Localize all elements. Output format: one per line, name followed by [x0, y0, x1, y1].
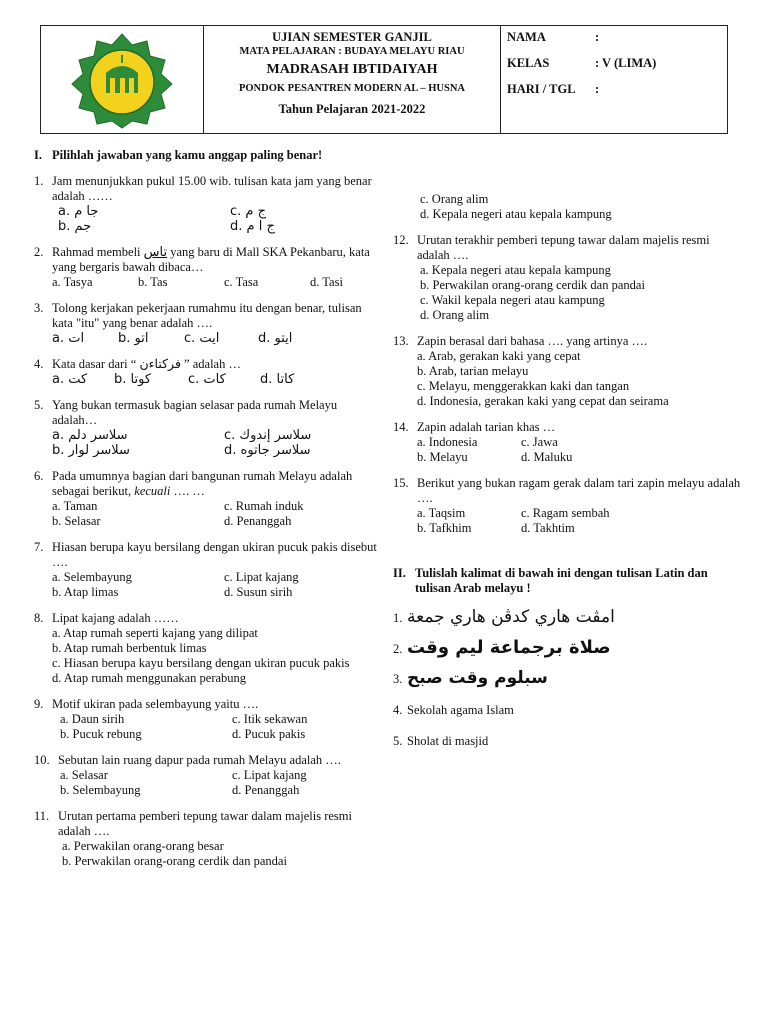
- option: d. Penanggah: [224, 514, 292, 528]
- option: d. Takhtim: [521, 521, 575, 535]
- question-11: [34, 809, 384, 869]
- option: b. Pucuk rebung: [60, 727, 142, 741]
- exam-header: [40, 25, 728, 134]
- question-stem: Berikut yang bukan ragam gerak dalam tari zapin melayu adalah ….: [417, 476, 741, 505]
- option: a. Kepala negeri atau kepala kampung: [420, 263, 611, 277]
- logo-cell: [41, 26, 204, 133]
- option: c. Tasa: [224, 275, 259, 289]
- question-number: 6.: [34, 469, 44, 483]
- left-column: [34, 148, 384, 880]
- question-7: [34, 540, 384, 600]
- question-stem: Kata dasar dari “ فركتاءن ” adalah …: [52, 357, 241, 371]
- option: d. Indonesia, gerakan kaki yang cepat dan seirama: [417, 394, 669, 408]
- essay-item-5: [393, 734, 743, 749]
- question-15: [393, 476, 743, 536]
- question-stem: Sebutan lain ruang dapur pada rumah Melayu adalah ….: [58, 753, 341, 767]
- option: c. Itik sekawan: [232, 712, 308, 726]
- section-1-title: Pilihlah jawaban yang kamu anggap paling benar!: [52, 148, 323, 162]
- question-5: [34, 398, 384, 458]
- question-stem: Zapin berasal dari bahasa …. yang artinya ….: [417, 334, 648, 348]
- question-stem: Urutan pertama pemberi tepung tawar dalam majelis resmi adalah ….: [58, 809, 352, 838]
- question-10: [34, 753, 384, 798]
- date-value: :: [595, 82, 600, 96]
- option: d. سلاسر جاتوه: [224, 443, 311, 458]
- option: b. Atap rumah berbentuk limas: [52, 641, 207, 655]
- essay-arabic-text: صلاة برجماعة ليم وقت: [407, 637, 611, 658]
- option: a. جا م: [58, 204, 99, 219]
- option: a. Daun sirih: [60, 712, 125, 726]
- question-12: [393, 233, 743, 323]
- question-1: [34, 174, 384, 234]
- option: b. Tas: [138, 275, 168, 289]
- date-label: HARI / TGL: [507, 82, 576, 96]
- option: d. ايتو: [258, 331, 293, 346]
- essay-number: 1.: [393, 611, 403, 625]
- academic-year: Tahun Pelajaran 2021-2022: [278, 102, 426, 116]
- question-number: 10.: [34, 753, 50, 767]
- section-2-number: II.: [393, 566, 406, 580]
- option: b. كوتا: [114, 372, 152, 387]
- right-column: [393, 192, 743, 760]
- essay-arabic-text: سبلوم وقت صبح: [407, 668, 548, 688]
- section-2-heading: [393, 566, 743, 596]
- question-number: 4.: [34, 357, 44, 371]
- student-id-cell: [501, 26, 727, 133]
- essay-item-1: [393, 607, 743, 627]
- option: c. ج م: [230, 204, 266, 219]
- option: b. جم: [58, 219, 92, 234]
- option: c. Ragam sembah: [521, 506, 610, 520]
- school-name: MADRASAH IBTIDAIYAH: [266, 62, 438, 77]
- title-cell: [204, 26, 501, 133]
- option: c. Rumah induk: [224, 499, 304, 513]
- option: d. Kepala negeri atau kepala kampung: [420, 207, 612, 221]
- essay-item-2: [393, 637, 743, 658]
- essay-item-4: [393, 703, 743, 718]
- option: b. Atap limas: [52, 585, 119, 599]
- option: d. Orang alim: [420, 308, 490, 322]
- question-stem: Lipat kajang adalah ……: [52, 611, 179, 625]
- option: a. Taman: [52, 499, 98, 513]
- option: c. Lipat kajang: [224, 570, 299, 584]
- essay-number: 4.: [393, 703, 403, 717]
- option: a. Taqsim: [417, 506, 466, 520]
- option: a. ات: [52, 331, 85, 346]
- option: b. Perwakilan orang-orang cerdik dan pandai: [420, 278, 645, 292]
- essay-item-3: [393, 668, 743, 688]
- name-label: NAMA: [507, 30, 546, 44]
- name-row: [507, 30, 721, 56]
- question-number: 7.: [34, 540, 44, 554]
- option: c. Wakil kepala negeri atau kampung: [420, 293, 605, 307]
- question-number: 11.: [34, 809, 50, 823]
- option: d. Tasi: [310, 275, 343, 289]
- essay-arabic-text: امڤت هاري كدڤن هاري جمعة: [407, 607, 615, 627]
- option: a. Selembayung: [52, 570, 132, 584]
- question-stem: Tolong kerjakan pekerjaan rumahmu itu dengan benar, tulisan kata "itu" yang benar adalah ….: [52, 301, 362, 330]
- question-stem-tail: …. …: [173, 484, 205, 498]
- option: b. Arab, tarian melayu: [417, 364, 529, 378]
- option: d. Atap rumah menggunakan perabung: [52, 671, 247, 685]
- question-stem: Jam menunjukkan pukul 15.00 wib. tulisan kata jam yang benar adalah ……: [52, 174, 372, 203]
- subject-line: MATA PELAJARAN : BUDAYA MELAYU RIAU: [239, 46, 465, 57]
- option: a. Arab, gerakan kaki yang cepat: [417, 349, 581, 363]
- option: a. Perwakilan orang-orang besar: [62, 839, 224, 853]
- question-8: [34, 611, 384, 686]
- option: a. Indonesia: [417, 435, 478, 449]
- option: c. سلاسر إندوك: [224, 428, 312, 443]
- question-number: 1.: [34, 174, 44, 188]
- option: b. Selembayung: [60, 783, 141, 797]
- question-stem: Motif ukiran pada selembayung yaitu ….: [52, 697, 259, 711]
- question-number: 15.: [393, 476, 409, 490]
- option: a. Atap rumah seperti kajang yang dilipat: [52, 626, 258, 640]
- question-stem: Hiasan berupa kayu bersilang dengan ukiran pucuk pakis disebut ….: [52, 540, 377, 569]
- option: a. سلاسر دلم: [52, 428, 128, 443]
- question-4: [34, 357, 384, 387]
- option: c. Hiasan berupa kayu bersilang dengan ukiran pucuk pakis: [52, 656, 350, 670]
- question-number: 13.: [393, 334, 409, 348]
- question-stem: Pada umumnya bagian dari bangunan rumah Melayu adalah sebagai berikut,: [52, 469, 353, 498]
- option: b. اتو: [118, 331, 149, 346]
- option: a. كت: [52, 372, 88, 387]
- question-stem: Zapin adalah tarian khas …: [417, 420, 556, 434]
- option: c. Lipat kajang: [232, 768, 307, 782]
- option: d. Susun sirih: [224, 585, 293, 599]
- question-number: 9.: [34, 697, 44, 711]
- question-6: [34, 469, 384, 529]
- option: c. كات: [188, 372, 226, 387]
- option: b. Melayu: [417, 450, 468, 464]
- essay-latin-text: Sekolah agama Islam: [407, 703, 514, 717]
- option: c. Melayu, menggerakkan kaki dan tangan: [417, 379, 630, 393]
- question-number: 2.: [34, 245, 44, 259]
- question-number: 8.: [34, 611, 44, 625]
- question-stem: Rahmad membeli: [52, 245, 141, 259]
- exam-title: UJIAN SEMESTER GANJIL: [272, 30, 432, 44]
- question-number: 3.: [34, 301, 44, 315]
- question-stem-emphasis: kecuali: [134, 484, 171, 498]
- question-number: 5.: [34, 398, 44, 412]
- date-row: [507, 82, 721, 108]
- question-2: [34, 245, 384, 290]
- option: a. Tasya: [52, 275, 93, 289]
- option: d. Pucuk pakis: [232, 727, 306, 741]
- essay-number: 5.: [393, 734, 403, 748]
- section-2-title: Tulislah kalimat di bawah ini dengan tulisan Latin dan tulisan Arab melayu !: [415, 566, 708, 595]
- option: d. Maluku: [521, 450, 573, 464]
- option: b. Tafkhim: [417, 521, 472, 535]
- pondok-name: PONDOK PESANTREN MODERN AL – HUSNA: [238, 83, 466, 94]
- class-label: KELAS: [507, 56, 550, 70]
- option: d. ج ا م: [230, 219, 275, 234]
- option: d. كاتا: [260, 372, 295, 387]
- question-3: [34, 301, 384, 346]
- essay-number: 3.: [393, 672, 403, 686]
- option: a. Selasar: [60, 768, 108, 782]
- section-1-heading: [34, 148, 384, 163]
- option: d. Penanggah: [232, 783, 300, 797]
- question-number: 12.: [393, 233, 409, 247]
- option: b. سلاسر لوار: [52, 443, 130, 458]
- school-logo: [66, 31, 178, 129]
- essay-number: 2.: [393, 642, 403, 656]
- question-stem: Urutan terakhir pemberi tepung tawar dalam majelis resmi adalah ….: [417, 233, 710, 262]
- question-13: [393, 334, 743, 409]
- option: c. ايت: [184, 331, 220, 346]
- question-stem-continued: yang baru di Mall SKA Pekanbaru, kata yang bergaris bawah dibaca…: [52, 245, 370, 274]
- class-value: : V (LIMA): [595, 56, 657, 70]
- class-row: [507, 56, 721, 82]
- question-number: 14.: [393, 420, 409, 434]
- question-stem: Yang bukan termasuk bagian selasar pada rumah Melayu adalah…: [52, 398, 338, 427]
- option: c. Jawa: [521, 435, 558, 449]
- option: b. Perwakilan orang-orang cerdik dan pandai: [62, 854, 287, 868]
- section-1-number: I.: [34, 148, 42, 162]
- name-value: :: [595, 30, 600, 44]
- question-11-continued: [393, 192, 743, 222]
- option: c. Orang alim: [420, 192, 489, 206]
- question-9: [34, 697, 384, 742]
- question-14: [393, 420, 743, 465]
- underlined-word: تاس: [143, 245, 168, 260]
- essay-latin-text: Sholat di masjid: [407, 734, 489, 748]
- option: b. Selasar: [52, 514, 101, 528]
